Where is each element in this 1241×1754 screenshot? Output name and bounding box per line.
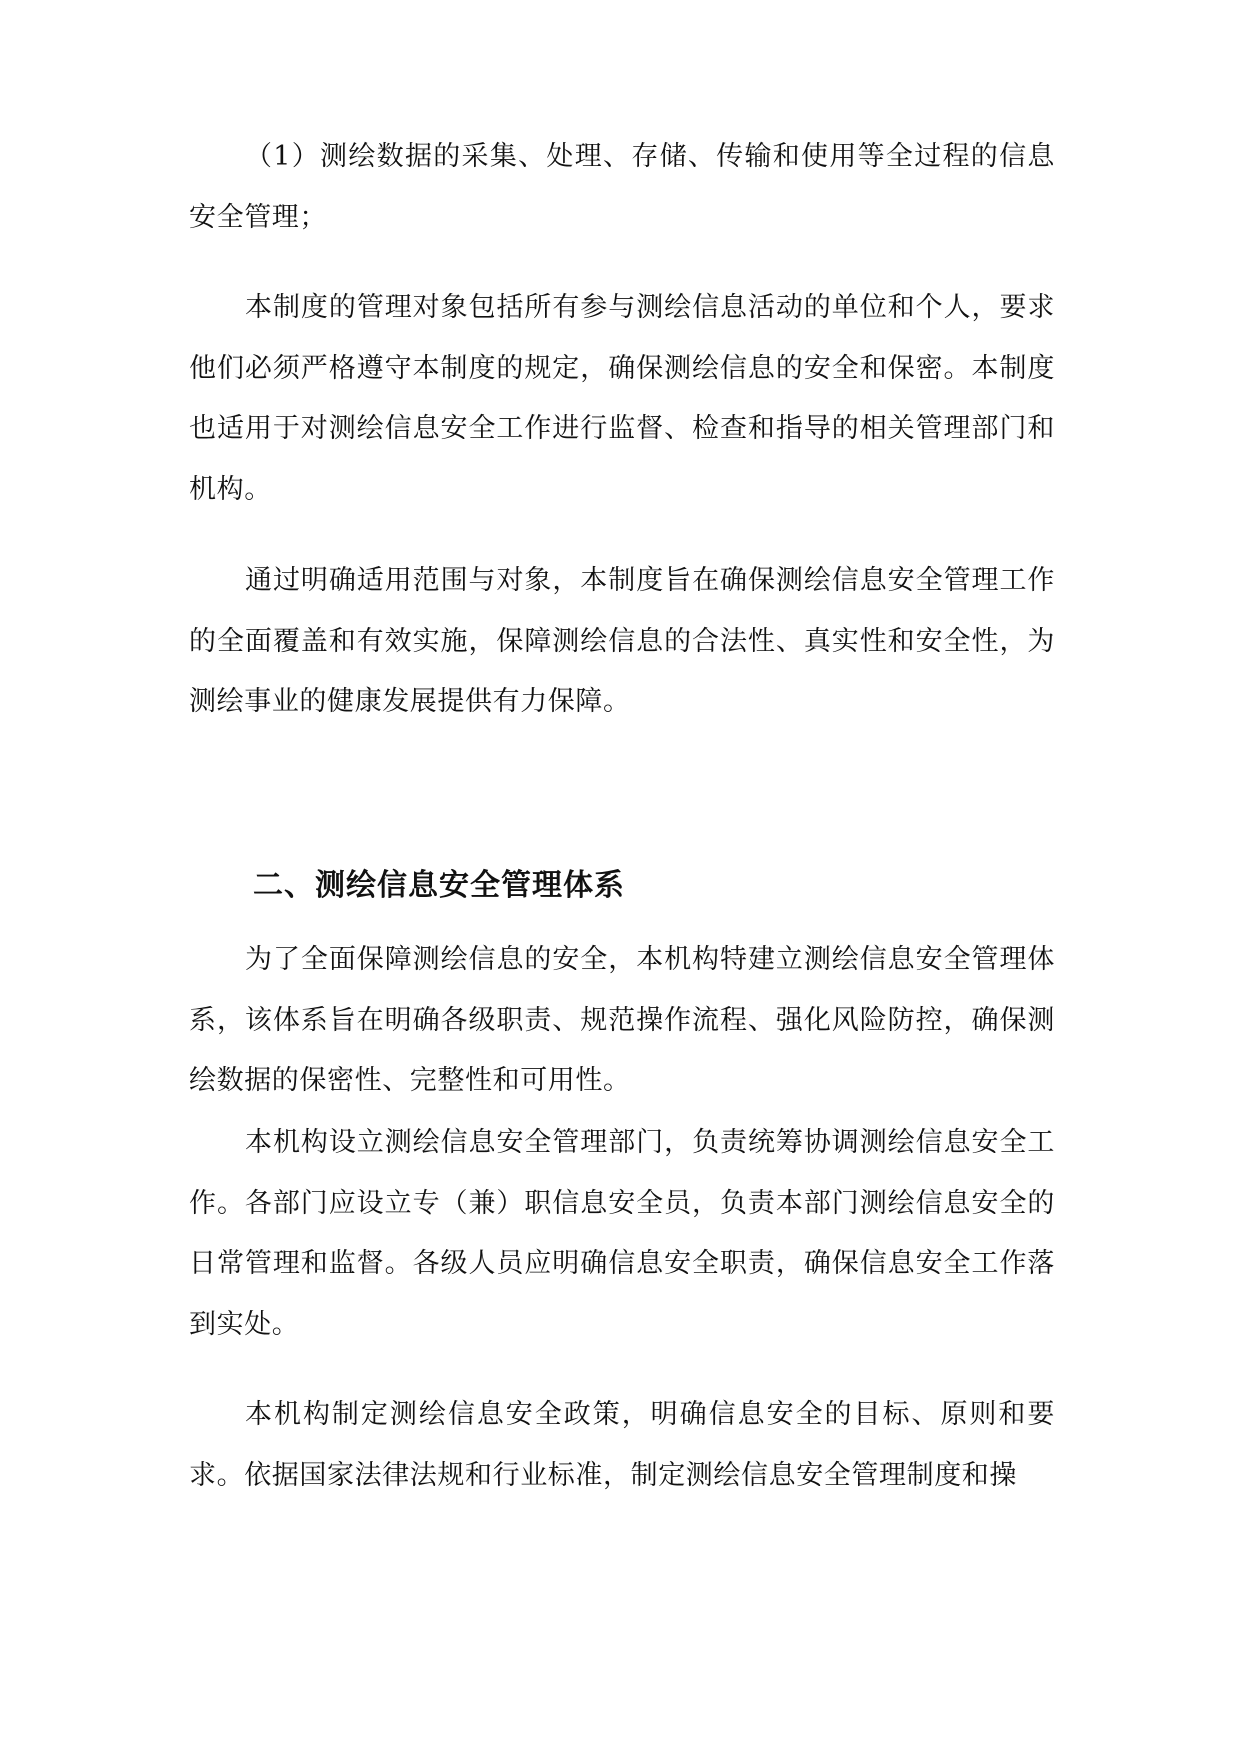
section-heading: 二、测绘信息安全管理体系 — [253, 868, 625, 903]
paragraph-scope-summary: 通过明确适用范围与对象，本制度旨在确保测绘信息安全管理工作的全面覆盖和有效实施，保障测绘信息的合法性、真实性和安全性，为测绘事业的健康发展提供有力保障。 — [189, 565, 1055, 717]
paragraph-system-intro: 为了全面保障测绘信息的安全，本机构特建立测绘信息安全管理体系，该体系旨在明确各级职责、规范操作流程、强化风险防控，确保测绘数据的保密性、完整性和可用性。 — [189, 944, 1055, 1096]
paragraph-management-objects: 本制度的管理对象包括所有参与测绘信息活动的单位和个人，要求他们必须严格遵守本制度的规定，确保测绘信息的安全和保密。本制度也适用于对测绘信息安全工作进行监督、检查和指导的相关管理部门和机构。 — [189, 292, 1055, 505]
paragraph-scope-item-1: （1）测绘数据的采集、处理、存储、传输和使用等全过程的信息安全管理； — [189, 141, 1055, 233]
paragraph-security-policy: 本机构制定测绘信息安全政策，明确信息安全的目标、原则和要求。依据国家法律法规和行业标准，制定测绘信息安全管理制度和操 — [189, 1399, 1055, 1491]
paragraph-department-setup: 本机构设立测绘信息安全管理部门，负责统筹协调测绘信息安全工作。各部门应设立专（兼）职信息安全员，负责本部门测绘信息安全的日常管理和监督。各级人员应明确信息安全职责，确保信息安全工作落到实处。 — [189, 1127, 1055, 1340]
